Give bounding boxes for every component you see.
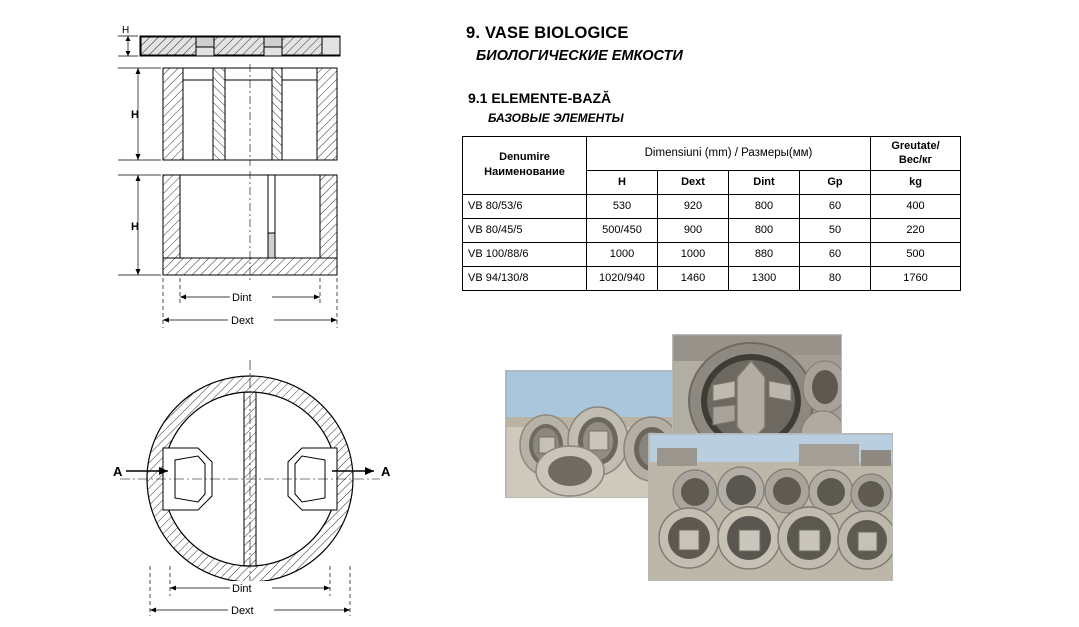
- header-weight-cell: [871, 137, 961, 171]
- cell-h: 500/450: [587, 218, 658, 242]
- header-name-cell: [463, 137, 587, 195]
- table-row: [463, 242, 961, 266]
- cell-kg: 1760: [871, 266, 961, 290]
- photo-concrete-rings-yard: [648, 433, 893, 581]
- elevation-drawing: [0, 0, 450, 340]
- dimension-label-h-lid: H: [122, 25, 130, 36]
- cell-gp: 60: [800, 194, 871, 218]
- section-marker-a-right: A: [381, 464, 391, 479]
- cell-kg: 400: [871, 194, 961, 218]
- header-col-h: H: [587, 170, 658, 194]
- header-col-dext: Dext: [658, 170, 729, 194]
- cell-dint: 880: [729, 242, 800, 266]
- header-weight-ro: Greutate/: [891, 140, 940, 152]
- dimension-label-dint-elevation: Dint: [232, 292, 252, 304]
- section-title-russian: БИОЛОГИЧЕСКИЕ ЕМКОСТИ: [476, 48, 683, 64]
- header-col-gp: Gp: [800, 170, 871, 194]
- table-row: [463, 266, 961, 290]
- cell-name: VB 80/45/5: [463, 218, 587, 242]
- cell-gp: 80: [800, 266, 871, 290]
- cell-name: VB 80/53/6: [463, 194, 587, 218]
- section-title: 9. VASE BIOLOGICE: [466, 24, 629, 42]
- technical-drawings: [0, 0, 450, 622]
- subsection-title-russian: БАЗОВЫЕ ЭЛЕМЕНТЫ: [488, 111, 624, 125]
- cell-dint: 1300: [729, 266, 800, 290]
- header-name-ru: Наименование: [484, 166, 565, 179]
- cell-h: 530: [587, 194, 658, 218]
- table-row: [463, 194, 961, 218]
- cell-dint: 800: [729, 194, 800, 218]
- cell-kg: 220: [871, 218, 961, 242]
- photo-collage: [505, 328, 900, 596]
- cell-gp: 50: [800, 218, 871, 242]
- plan-view-drawing: [0, 340, 450, 622]
- table-header-row-1: [463, 137, 961, 171]
- dimension-label-h-lower: H: [131, 221, 139, 233]
- header-name-ro: Denumire: [499, 151, 550, 164]
- spec-table-wrapper: [462, 136, 961, 291]
- header-dimensions-group: Dimensiuni (mm) / Размеры(мм): [587, 137, 871, 171]
- cell-gp: 60: [800, 242, 871, 266]
- table-row: [463, 218, 961, 242]
- cell-h: 1020/940: [587, 266, 658, 290]
- subsection-title: 9.1 ELEMENTE-BAZĂ: [468, 90, 612, 106]
- dimension-label-dext-plan: Dext: [231, 605, 254, 617]
- content-panel: [460, 0, 1079, 622]
- cell-dint: 800: [729, 218, 800, 242]
- cell-dext: 900: [658, 218, 729, 242]
- dimension-label-dint-plan: Dint: [232, 583, 252, 595]
- cell-kg: 500: [871, 242, 961, 266]
- spec-table: [462, 136, 961, 291]
- cell-dext: 920: [658, 194, 729, 218]
- cell-dext: 1460: [658, 266, 729, 290]
- cell-h: 1000: [587, 242, 658, 266]
- header-col-dint: Dint: [729, 170, 800, 194]
- section-marker-a-left: A: [113, 464, 123, 479]
- dimension-label-dext-elevation: Dext: [231, 315, 254, 327]
- cell-name: VB 100/88/6: [463, 242, 587, 266]
- cell-name: VB 94/130/8: [463, 266, 587, 290]
- cell-dext: 1000: [658, 242, 729, 266]
- header-col-kg: kg: [871, 170, 961, 194]
- dimension-label-h-middle: H: [131, 109, 139, 121]
- header-weight-ru: Вес/кг: [898, 154, 933, 167]
